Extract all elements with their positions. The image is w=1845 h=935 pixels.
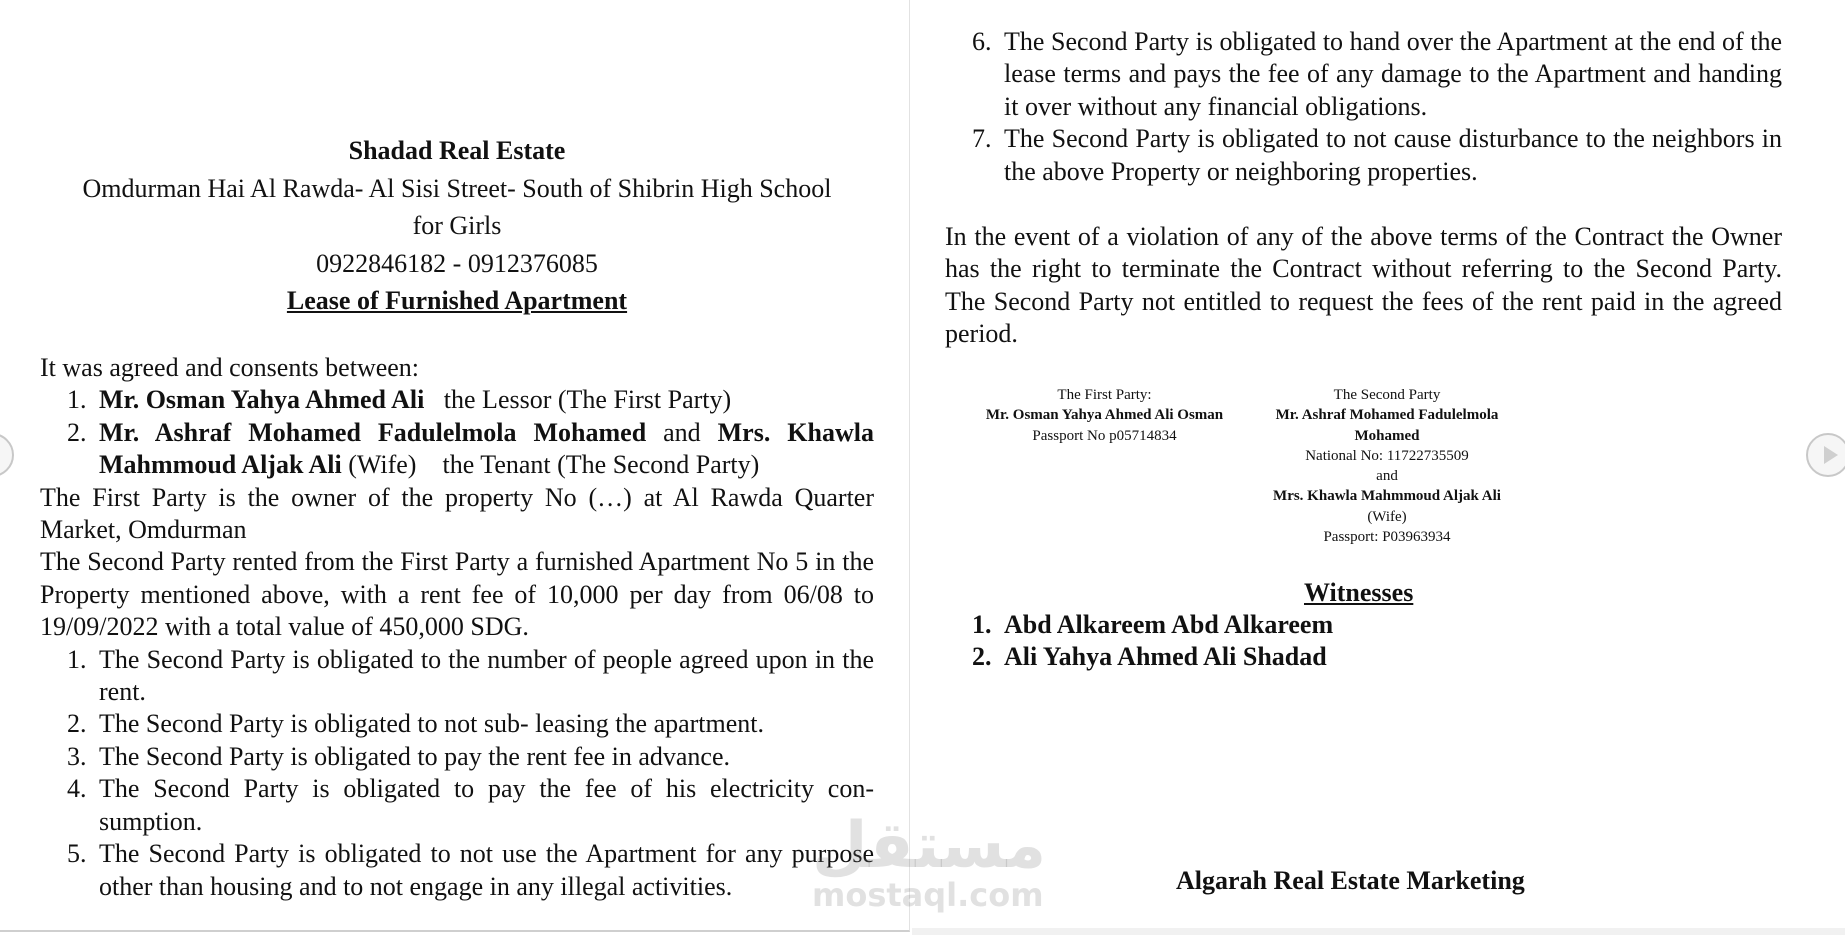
right-body xyxy=(945,26,1782,351)
terms-list xyxy=(40,644,874,903)
list-number: 2. xyxy=(972,642,992,672)
list-number: 4. xyxy=(67,774,87,804)
term-item xyxy=(40,741,874,773)
terms-list-continued xyxy=(945,26,1782,188)
party-name: Mr. Osman Yahya Ahmed Ali xyxy=(99,385,425,415)
term-item xyxy=(40,708,874,740)
document-header xyxy=(40,132,874,320)
witness-name: Abd Alkareem Abd Alkareem xyxy=(1004,610,1334,639)
term-text: The Second Party is obligated to hand over the Apartment at the end of the lease terms and pays the fee of any damage to the Apartment and handing it over without any financial obligations. xyxy=(1004,27,1782,121)
list-number: 1. xyxy=(972,610,992,639)
second-party-signature xyxy=(1240,385,1534,547)
term-item xyxy=(945,26,1782,123)
second-party-name-2: Mrs. Khawla Mahmmoud Aljak Ali xyxy=(1273,488,1501,505)
first-party-signature xyxy=(952,385,1257,446)
term-text: The Second Party is obligated to pay the fee of his electricity consumption. xyxy=(99,774,874,836)
first-party-label: The First Party: xyxy=(1057,387,1152,403)
list-number: 1. xyxy=(67,385,87,415)
next-arrow-icon[interactable] xyxy=(1806,433,1845,477)
list-number: 2. xyxy=(67,709,87,739)
term-item xyxy=(945,123,1782,188)
phone-numbers: 0922846182 - 0912376085 xyxy=(316,248,598,278)
party-item xyxy=(40,417,874,482)
company-name: Shadad Real Estate xyxy=(348,136,566,165)
witnesses-heading: Witnesses xyxy=(1304,578,1414,607)
list-number: 7. xyxy=(972,124,992,154)
party-joiner: and xyxy=(663,417,701,447)
second-party-national-no: National No: 11722735509 xyxy=(1305,447,1469,464)
address-line-1: Omdurman Hai Al Rawda- Al Sisi Street- South of Shibrin High School xyxy=(82,173,832,203)
term-item xyxy=(40,644,874,709)
party-suffix: (Wife) xyxy=(348,450,417,480)
term-text: The Second Party is obligated to not cause disturbance to the neighbors in the above Property or neighboring properties. xyxy=(1004,124,1782,186)
first-party-name: Mr. Osman Yahya Ahmed Ali Osman xyxy=(985,407,1224,424)
term-text: The Second Party is obligated to not sub- leasing the apartment. xyxy=(99,709,765,739)
party-role: the Tenant (The Second Party) xyxy=(442,450,760,480)
term-text: The Second Party is obligated to not use the Apartment for any purpose other than housing and to not engage in any illegal activities. xyxy=(99,839,874,901)
watermark-arabic: مستقل xyxy=(812,809,1047,883)
second-party-name-cont: Mohamed xyxy=(1354,427,1420,444)
party-name: Mr. Ashraf Mohamed Fadulelmola Mohamed xyxy=(99,417,647,447)
second-party-joiner: and xyxy=(1376,468,1398,485)
witness-ol xyxy=(945,609,1782,674)
party-role: the Lessor (The First Party) xyxy=(443,385,732,415)
parties-list xyxy=(40,384,874,481)
owner-paragraph: The First Party is the owner of the property No (…) at Al Rawda Quarter Market, Omdurman xyxy=(40,482,874,545)
term-text: The Second Party is obligated to pay the rent fee in advance. xyxy=(99,741,731,771)
page-bottom-shadow xyxy=(912,928,1845,935)
address-line-2: for Girls xyxy=(412,211,502,240)
party-item xyxy=(40,384,874,416)
list-number: 6. xyxy=(972,27,992,56)
watermark-logo xyxy=(812,809,1047,914)
witness-item xyxy=(945,609,1782,641)
party-name: Mrs. Khawla Mahmmoud Aljak Ali xyxy=(99,417,874,480)
second-party-name: Mr. Ashraf Mohamed Fadulelmola xyxy=(1275,407,1499,424)
list-number: 1. xyxy=(67,644,87,674)
term-item xyxy=(40,838,874,903)
violation-paragraph: In the event of a violation of any of the above terms of the Contract the Owner has the right to terminate the Contract without referring to the Second Party. The Second Party not entitled to request the fees of the rent paid in the agreed period. xyxy=(945,222,1782,349)
first-party-passport: Passport No p05714834 xyxy=(1032,427,1177,444)
intro-text: It was agreed and consents between: xyxy=(40,353,420,382)
term-item xyxy=(40,773,874,838)
list-number: 5. xyxy=(67,839,87,869)
term-text: The Second Party is obligated to the number of people agreed upon in the rent. xyxy=(99,644,874,707)
witness-item xyxy=(945,641,1782,673)
list-number: 2. xyxy=(67,417,87,447)
watermark-latin: mostaql.com xyxy=(812,876,1044,914)
second-party-wife: (Wife) xyxy=(1367,508,1407,525)
footer-company: Algarah Real Estate Marketing xyxy=(1176,866,1525,895)
witness-name: Ali Yahya Ahmed Ali Shadad xyxy=(1004,642,1327,672)
second-party-passport: Passport: P03963934 xyxy=(1323,529,1451,546)
list-number: 3. xyxy=(67,741,87,771)
witnesses-list xyxy=(945,609,1782,674)
rent-paragraph: The Second Party rented from the First Party a furnished Apartment No 5 in the Property mentioned above, with a rent fee of 10,000 per day from 06/08 to 19/09/2022 with a total value of 450,000 SDG. xyxy=(40,547,874,642)
left-body xyxy=(40,352,874,903)
document-title: Lease of Furnished Apartment xyxy=(286,286,628,315)
second-party-label: The Second Party xyxy=(1333,387,1441,403)
